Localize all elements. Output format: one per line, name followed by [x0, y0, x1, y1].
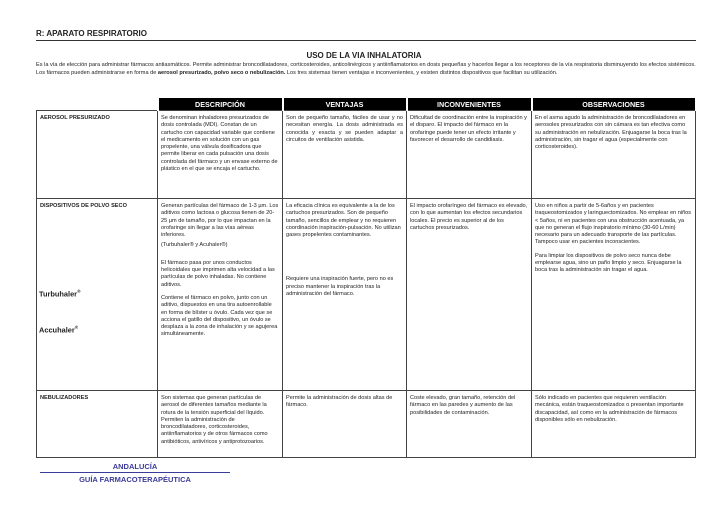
column-header-description: DESCRIPCIÓN — [158, 98, 283, 111]
turbuhaler-registered-mark: ® — [77, 289, 81, 294]
top-rule — [36, 40, 696, 41]
device-name-nebulizers: NEBULIZADORES — [37, 391, 158, 458]
intro-paragraph-1: Es la vía de elección para administrar fármacos antiasmáticos. Permite administrar broncodilatadores, corticosteroides, anticolinérgicos y antiinflamatorios en dosis pequeñas y hacerlos llegar a los receptores de la vía respiratoria disminuyendo los efectos sistémicos. — [36, 62, 696, 68]
footer-guide-title: GUÍA FARMACOTERAPÉUTICA — [79, 475, 191, 484]
column-header-observations: OBSERVACIONES — [532, 98, 696, 111]
aerosol-description: Se denominan inhaladores presurizados de dosis controlada (MDI). Constan de un cartucho con capacidad variable que contiene el medicamento en solución con un gas propelente, una válvula dosificadora que permite liberar en cada pulsación una dosis controlada del fármaco y un envase externo de plástico en el que se encaja el cartucho. — [158, 111, 283, 199]
intro-paragraph-2 — [36, 70, 720, 78]
section-title: R: APARATO RESPIRATORIO — [36, 29, 147, 38]
intro-paragraph-2-forms: aerosol presurizado, polvo seco o nebulización. — [157, 69, 286, 76]
accuhaler-description: Contiene el fármaco en polvo, junto con un aditivo, dispuestos en una tira autoenrollable en forma de blíster u óvulo. Cada vez que se acciona el gatillo del dispositivo, un óvulo se desplaza a la zona de inhalación y se agujerea simultáneamente. — [161, 294, 278, 338]
dry-powder-device-examples: (Turbuhaler® y Acuhaler®) — [161, 242, 228, 249]
nebulizers-description: Son sistemas que generan partículas de aerosol de diferentes tamaños mediante la rotura de la tensión superficial del líquido. Permiten la administración de broncodilatadores, corticosteroides, antiinflamatorios y de otros fármacos como antibióticos, antivíricos y antiprotozoarios. — [158, 391, 283, 458]
intro-text — [36, 62, 720, 77]
header-empty-cell — [37, 98, 158, 111]
aerosol-observations: En el asma agudo la administración de broncodilatadores en aerosoles presurizados con sin cámara es tan efectiva como su administración en nebulización. Enjuagarse la boca tras la administración, sin tragar el agua (especialmente con corticosteroides). — [532, 111, 696, 199]
aerosol-drawbacks: Dificultad de coordinación entre la inspiración y el disparo. El impacto del fármaco en la orofaringe puede tener un efecto irritante y favorecer el desarrollo de candidiasis. — [407, 111, 532, 199]
accuhaler-name: Accuhaler — [39, 325, 75, 335]
device-name-dry-powder — [37, 199, 158, 391]
device-name-aerosol: AEROSOL PRESURIZADO — [37, 111, 158, 199]
dry-powder-observations-text: Uso en niños a partir de 5-6años y en pacientes traqueostomizados y laringuectomizados. No emplear en niños < 5años, ni en pacientes con una obstrucción acentuada, ya que no generan el flujo inspiratorio mínimo (30-60 L/min) necesario para un adecuado transporte de las partículas. Tampoco usar en pacientes inconscientes. — [535, 203, 692, 246]
turbuhaler-observations: Para limpiar los dispositivos de polvo seco nunca debe emplearse agua, sino un paño limpio y seco. Enjuagarse la boca tras la administración sin tragar el agua. — [535, 252, 682, 274]
dry-powder-advantages-text: La eficacia clínica es equivalente a la de los cartuchos presurizados. Son de pequeño tamaño, sencillos de emplear y no requieren coordinación inspiración-pulsación. No utilizan gases propelentes contaminantes. — [286, 203, 401, 239]
table-header-row — [37, 98, 696, 111]
column-header-drawbacks: INCONVENIENTES — [407, 98, 532, 111]
accuhaler-label — [39, 324, 78, 334]
table-row-dry-powder — [37, 199, 696, 391]
inhalation-devices-table — [36, 98, 697, 458]
nebulizers-observations: Sólo indicado en pacientes que requieren ventilación mecánica, están traqueostomizados o presentan importante discapacidad, así como en la administración de fármacos disponibles sólo en nebulización. — [532, 391, 696, 458]
dry-powder-drawbacks: El impacto orofaríngeo del fármaco es elevado, con lo que aumentan los efectos secundarios locales. El precio es superior al de los cartuchos presurizados. — [407, 199, 532, 391]
dry-powder-description-text: Generan partículas del fármaco de 1-3 µm. Los aditivos como lactosa o glucosa tienen de 20-25 µm de tamaño, por lo que impactan en la orofaringe sin llegar a las vías aéreas inferiores. — [161, 203, 279, 239]
nebulizers-drawbacks: Coste elevado, gran tamaño, retención del fármaco en las paredes y aumento de las posibilidades de contaminación. — [407, 391, 532, 458]
turbuhaler-label — [39, 288, 80, 298]
dry-powder-advantages — [283, 199, 407, 391]
column-header-advantages: VENTAJAS — [283, 98, 407, 111]
document-title: USO DE LA VIA INHALATORIA — [306, 51, 422, 60]
footer-region: ANDALUCÍA — [40, 462, 230, 473]
intro-paragraph-2-start: Los fármacos pueden administrarse en forma de — [36, 69, 158, 76]
table-row-aerosol — [37, 111, 696, 199]
dry-powder-observations — [532, 199, 696, 391]
dry-powder-label: DISPOSITIVOS DE POLVO SECO — [40, 203, 127, 209]
footer — [40, 462, 230, 484]
dry-powder-description — [158, 199, 283, 391]
aerosol-advantages: Son de pequeño tamaño, fáciles de usar y no necesitan energía. La dosis administrada es conocida y exacta y se pueden adaptar a circuitos de ventilación asistida. — [283, 111, 407, 199]
turbuhaler-description: El fármaco pasa por unos conductos helicoidales que imprimen alta velocidad a las partículas de polvo inhaladas. No contiene aditivos. — [161, 259, 275, 288]
nebulizers-advantages: Permite la administración de dosis altas de fármaco. — [283, 391, 407, 458]
accuhaler-registered-mark: ® — [74, 325, 79, 330]
intro-paragraph-2-end: Los tres sistemas tienen ventajas e inconvenientes, y existen distintos dispositivos que facilitan su utilización. — [285, 69, 558, 76]
turbuhaler-advantages: Requiere una inspiración fuerte, pero no es preciso mantener la inspiración tras la administración del fármaco. — [286, 276, 394, 298]
turbuhaler-name: Turbuhaler — [39, 289, 78, 299]
table-row-nebulizers — [37, 391, 696, 458]
